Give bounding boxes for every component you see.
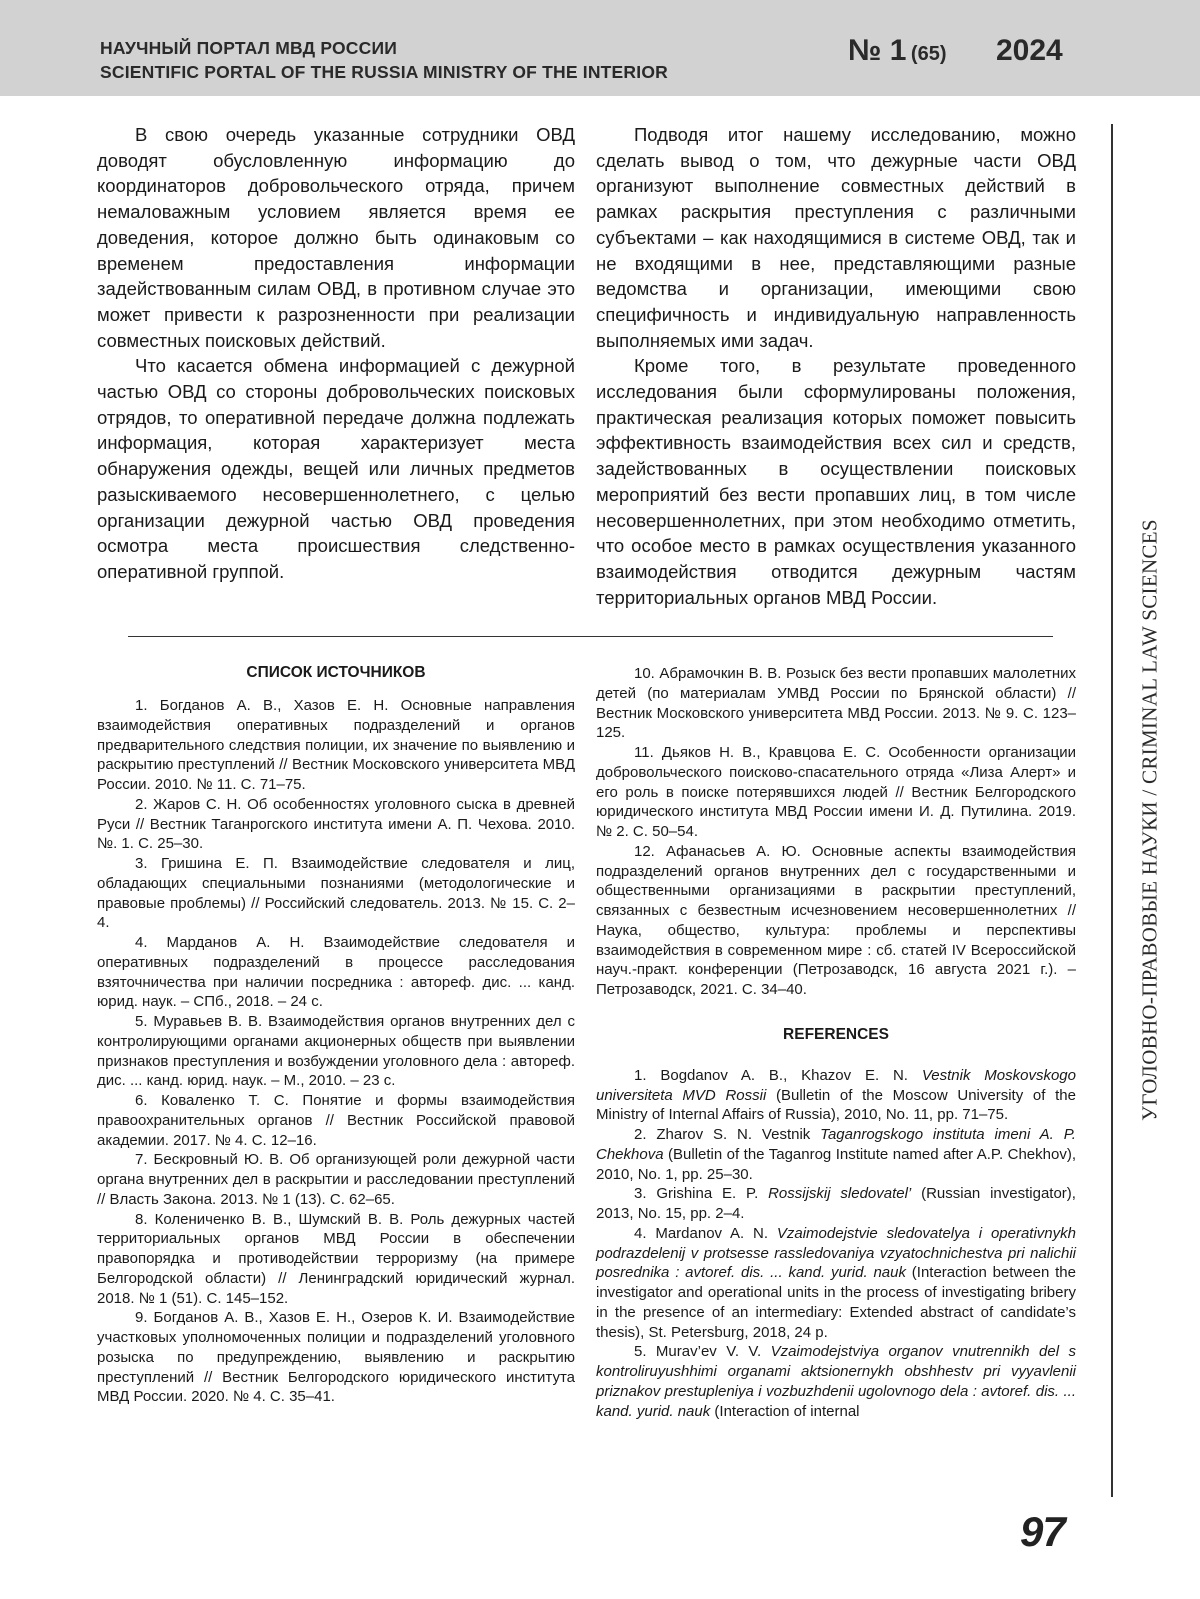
source-item: 10. Абрамочкин В. В. Розыск без вести пропавших малолетних детей (по материалам УМВД России по Брянской области) // Вестник Московского университета МВД России. 2013. № 9. С. 123–125. — [596, 665, 1076, 742]
journal-title-en: SCIENTIFIC PORTAL OF THE RUSSIA MINISTRY OF THE INTERIOR — [100, 62, 668, 82]
body-paragraph: Подводя итог нашему исследованию, можно сделать вывод о том, что дежурные части ОВД организуют выполнение совместных действий в рамках раскрытия преступления с различными субъектами – как находящимися в системе ОВД, так и не входящими в нее, представляющими разные ведомства и организации, имеющими свою специфичность и индивидуальную направленность выполняемых ими задач. — [596, 124, 1076, 351]
source-item: 4. Марданов А. Н. Взаимодействие следователя и оперативных подразделений в процессе расследования взяточничества при наличии посредника : автореф. дис. ... канд. юрид. наук. – СПб., 2018. – 24 с. — [97, 934, 575, 1011]
journal-title-ru: НАУЧНЫЙ ПОРТАЛ МВД РОССИИ — [100, 38, 398, 58]
issue-number-main: № 1 — [848, 34, 907, 67]
source-item: 8. Колениченко В. В., Шумский В. В. Роль дежурных частей территориальных органов МВД России в обеспечении правопорядка и противодействии терроризму (на примере Белгородской области) // Ленинградский юридический журнал. 2018. № 1 (51). С. 145–152. — [97, 1210, 575, 1307]
reference-text: (Russian investigator), 2013, No. 15, pp. 2–4. — [596, 1185, 1076, 1222]
sources-list-continued — [596, 664, 1076, 1421]
reference-italic-title: Vzaimodejstvie sledovatelya i operativnykh podrazdelenij v protsesse rassledovaniya vzyatochnichestva pri nalichii posrednika : avtoref. dis. ... kand. yurid. nauk — [596, 1224, 1076, 1282]
side-rule — [1111, 124, 1113, 1497]
source-item: 9. Богданов А. В., Хазов Е. Н., Озеров К. И. Взаимодействие участковых уполномоченных полиции и подразделений уголовного розыска по предупреждению, выявлению и раскрытию преступлений // Вестник Белгородского юридического института МВД России. 2020. № 4. С. 35–41. — [97, 1309, 575, 1406]
reference-italic-title: Vzaimodejstviya organov vnutrennikh del s kontroliruyushhimi organami aktsionernykh obshhestv pri vyyavlenii priznakov prestupleniya i vozbuzhdenii ugolovnogo dela : avtoref. dis. ... kand. yurid. nauk — [596, 1343, 1076, 1420]
reference-italic-title: Vestnik Moskovskogo universiteta MVD Rossii — [596, 1066, 1076, 1104]
body-column-right — [596, 122, 1076, 610]
reference-item — [596, 1066, 1076, 1125]
section-divider — [128, 636, 1053, 637]
issue-year: 2024 — [996, 34, 1063, 67]
source-item: 3. Гришина Е. П. Взаимодействие следователя и лиц, обладающих специальными познаниями (методологические и правовые проблемы) // Российский следователь. 2013. № 15. С. 2–4. — [97, 855, 575, 932]
page-header — [0, 0, 1200, 96]
reference-item — [596, 1224, 1076, 1343]
reference-item — [596, 1125, 1076, 1184]
reference-text: 1. Bogdanov A. B., Khazov E. N. — [634, 1066, 922, 1084]
sources-list — [97, 664, 575, 1407]
body-paragraph: В свою очередь указанные сотрудники ОВД доводят обусловленную информацию до координаторов добровольческого отряда, причем немаловажным условием является время ее доведения, которое должно быть одинаковым со временем предоставления информации задействованным силам ОВД, в противном случае это может привести к разрозненности при реализации совместных поисковых действий. — [97, 124, 575, 351]
section-label-text: УГОЛОВНО-ПРАВОВЫЕ НАУКИ / CRIMINAL LAW SCIENCES — [1137, 519, 1162, 1121]
reference-text: (Bulletin of the Moscow University of the Ministry of Internal Affairs of Russia), 2010, No. 11, pp. 71–75. — [596, 1086, 1076, 1124]
reference-italic-title: Taganrogskogo instituta imeni A. P. Chekhova — [596, 1126, 1076, 1163]
reference-text: 4. Mardanov A. N. — [634, 1224, 777, 1242]
references-list — [596, 1066, 1076, 1422]
issue-number-sub: (65) — [910, 43, 947, 65]
page-number: 97 — [1020, 1508, 1065, 1555]
reference-text: (Interaction of internal — [710, 1402, 860, 1420]
body-column-left — [97, 122, 575, 585]
sources-heading: СПИСОК ИСТОЧНИКОВ — [246, 664, 426, 681]
source-item: 11. Дьяков Н. В., Кравцова Е. С. Особенности организации добровольческого поисково-спасательного отряда «Лиза Алерт» и его роль в поиске потерявшихся людей // Вестник Белгородского юридического института МВД России имени И. Д. Путилина. 2019. № 2. С. 50–54. — [596, 744, 1076, 840]
source-item: 1. Богданов А. В., Хазов Е. Н. Основные направления взаимодействия оперативных подразделений и органов предварительного следствия полиции, их значение по выявлению и раскрытию преступлений // Вестник Московского университета МВД России. 2010. № 11. С. 71–75. — [97, 697, 575, 793]
reference-text: (Bulletin of the Taganrog Institute named after A.P. Chekhov), 2010, No. 1, pp. 25–30. — [596, 1145, 1076, 1183]
reference-text: 3. Grishina E. P. — [634, 1185, 769, 1203]
references-heading: REFERENCES — [783, 1025, 889, 1043]
body-paragraph: Кроме того, в результате проведенного исследования были сформулированы положения, практическая реализация которых поможет повысить эффективность взаимодействия всех сил и средств, задействованных в осуществлении поисковых мероприятий без вести пропавших лиц, в том числе несовершеннолетних, при этом необходимо отметить, что особое место в рамках осуществления указанного взаимодействия отводится дежурным частям территориальных органов МВД России. — [596, 355, 1076, 608]
reference-text: 5. Murav’ev V. V. — [634, 1343, 771, 1361]
source-item: 12. Афанасьев А. Ю. Основные аспекты взаимодействия подразделений органов внутренних дел с государственными и общественными организациями в раскрытии преступлений, связанных с безвестным исчезновением несовершеннолетних // Наука, общество, культура: проблемы и перспективы взаимодействия в современном мире : сб. статей IV Всероссийской науч.-практ. конференции (Петрозаводск, 16 августа 2021 г.). – Петрозаводск, 2021. С. 34–40. — [596, 842, 1076, 998]
reference-text: 2. Zharov S. N. Vestnik — [634, 1126, 821, 1143]
source-item: 6. Коваленко Т. С. Понятие и формы взаимодействия правоохранительных органов // Вестник Российской правовой академии. 2017. № 4. С. 12–16. — [97, 1092, 575, 1149]
source-item: 5. Муравьев В. В. Взаимодействия органов внутренних дел с контролирующими органами акционерных обществ при выявлении признаков преступления и возбуждении уголовного дела : автореф. дис. ... канд. юрид. наук. – М., 2010. – 23 с. — [97, 1013, 575, 1090]
issue-number — [848, 34, 947, 68]
source-item: 2. Жаров С. Н. Об особенностях уголовного сыска в древней Руси // Вестник Таганрогского института имени А. П. Чехова. 2010. №. 1. С. 25–30. — [97, 795, 575, 853]
reference-text: (Interaction between the investigator and operational units in the process of investigating bribery in the presence of an intermediary: Extended abstract of candidate’s thesis), St. Petersburg, 2018, 24 p. — [596, 1264, 1076, 1341]
reference-item — [596, 1342, 1076, 1421]
reference-italic-title: Rossijskij sledovatel’ — [768, 1185, 912, 1203]
reference-item — [596, 1184, 1076, 1224]
source-item: 7. Бескровный Ю. В. Об организующей роли дежурной части органа внутренних дел в раскрытии и расследовании преступлений // Власть Закона. 2013. № 1 (13). С. 62–65. — [97, 1151, 575, 1208]
body-paragraph: Что касается обмена информацией с дежурной частью ОВД со стороны добровольческих поисковых отрядов, то оперативной передаче должна подлежать информация, которая характеризует места обнаружения одежды, вещей или личных предметов разыскиваемого несовершеннолетнего, с целью организации дежурной частью ОВД проведения осмотра места происшествия следственно-оперативной группой. — [97, 355, 575, 582]
